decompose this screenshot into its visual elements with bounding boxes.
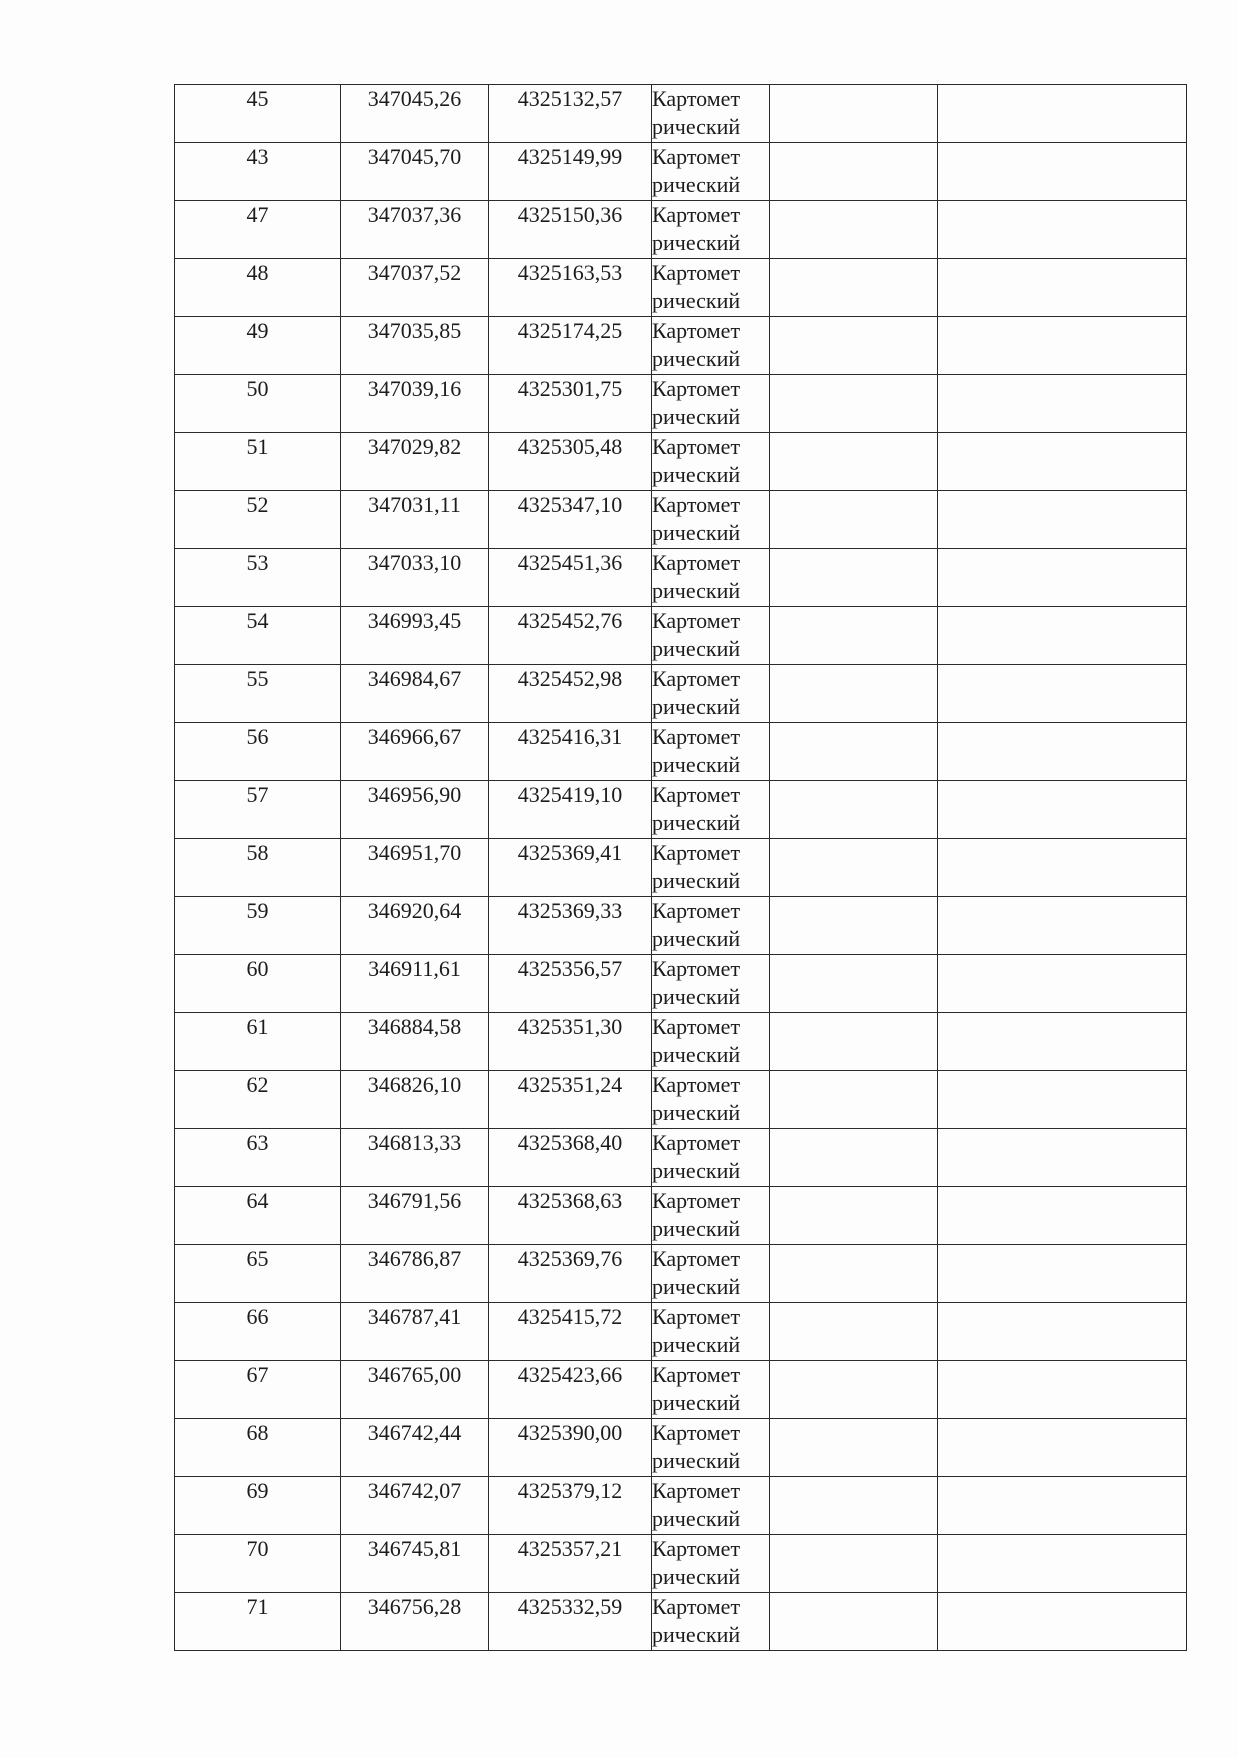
empty-cell [938,1187,1187,1245]
method-text-line-1: Картомет [652,1014,741,1039]
method-text-line-2: рический [652,462,741,487]
x-coordinate-cell: 347037,52 [341,259,489,317]
point-number-cell: 62 [175,1071,341,1129]
method-text-line-1: Картомет [652,1304,741,1329]
point-number-cell: 68 [175,1419,341,1477]
method-text-line-1: Картомет [652,608,741,633]
table-row [175,897,1187,955]
method-text-line-2: рический [652,1274,741,1299]
empty-cell [770,317,938,375]
x-coordinate-cell: 346966,67 [341,723,489,781]
empty-cell [938,955,1187,1013]
empty-cell [770,1419,938,1477]
method-text-line-2: рический [652,1332,741,1357]
empty-cell [938,1071,1187,1129]
method-text-line-2: рический [652,404,741,429]
point-number-cell: 45 [175,85,341,143]
y-coordinate-cell: 4325347,10 [489,491,652,549]
y-coordinate-cell: 4325351,30 [489,1013,652,1071]
method-text-line-2: рический [652,1216,741,1241]
y-coordinate-cell: 4325163,53 [489,259,652,317]
method-text-line-2: рический [652,1506,741,1531]
empty-cell [938,1535,1187,1593]
method-cell [652,897,770,955]
x-coordinate-cell: 346787,41 [341,1303,489,1361]
method-text-line-1: Картомет [652,434,741,459]
method-cell [652,955,770,1013]
empty-cell [770,723,938,781]
method-text-line-1: Картомет [652,1246,741,1271]
method-text-line-2: рический [652,288,741,313]
empty-cell [770,201,938,259]
x-coordinate-cell: 347033,10 [341,549,489,607]
method-text-line-2: рический [652,926,741,951]
y-coordinate-cell: 4325416,31 [489,723,652,781]
y-coordinate-cell: 4325452,98 [489,665,652,723]
empty-cell [770,1187,938,1245]
y-coordinate-cell: 4325368,63 [489,1187,652,1245]
y-coordinate-cell: 4325301,75 [489,375,652,433]
empty-cell [938,723,1187,781]
method-text-line-2: рический [652,636,741,661]
empty-cell [938,375,1187,433]
point-number-cell: 61 [175,1013,341,1071]
table-row [175,1129,1187,1187]
method-text-line-2: рический [652,1042,741,1067]
empty-cell [938,549,1187,607]
empty-cell [770,259,938,317]
method-cell [652,1129,770,1187]
empty-cell [938,1303,1187,1361]
method-text-line-1: Картомет [652,724,741,749]
empty-cell [770,1129,938,1187]
point-number-cell: 55 [175,665,341,723]
table-row [175,1477,1187,1535]
x-coordinate-cell: 346813,33 [341,1129,489,1187]
empty-cell [770,433,938,491]
point-number-cell: 43 [175,143,341,201]
empty-cell [770,1361,938,1419]
x-coordinate-cell: 346742,07 [341,1477,489,1535]
method-text-line-1: Картомет [652,840,741,865]
table-row [175,317,1187,375]
y-coordinate-cell: 4325419,10 [489,781,652,839]
method-cell [652,317,770,375]
point-number-cell: 51 [175,433,341,491]
method-text-line-1: Картомет [652,898,741,923]
x-coordinate-cell: 346791,56 [341,1187,489,1245]
empty-cell [770,607,938,665]
empty-cell [938,143,1187,201]
method-text-line-2: рический [652,1100,741,1125]
method-text-line-1: Картомет [652,1362,741,1387]
table-row [175,665,1187,723]
x-coordinate-cell: 347037,36 [341,201,489,259]
y-coordinate-cell: 4325390,00 [489,1419,652,1477]
empty-cell [770,1245,938,1303]
empty-cell [770,375,938,433]
method-cell [652,839,770,897]
x-coordinate-cell: 347045,26 [341,85,489,143]
point-number-cell: 70 [175,1535,341,1593]
empty-cell [770,1303,938,1361]
table-row [175,607,1187,665]
x-coordinate-cell: 346984,67 [341,665,489,723]
y-coordinate-cell: 4325451,36 [489,549,652,607]
method-cell [652,433,770,491]
method-text-line-2: рический [652,172,741,197]
table-row [175,1361,1187,1419]
table-row [175,85,1187,143]
method-cell [652,375,770,433]
point-number-cell: 65 [175,1245,341,1303]
method-cell [652,781,770,839]
method-cell [652,1013,770,1071]
method-cell [652,201,770,259]
x-coordinate-cell: 346884,58 [341,1013,489,1071]
method-text-line-1: Картомет [652,1072,741,1097]
method-cell [652,1303,770,1361]
empty-cell [770,897,938,955]
method-cell [652,723,770,781]
method-text-line-1: Картомет [652,1594,741,1619]
y-coordinate-cell: 4325368,40 [489,1129,652,1187]
empty-cell [938,1245,1187,1303]
table-row [175,1187,1187,1245]
table-row [175,433,1187,491]
empty-cell [938,1013,1187,1071]
point-number-cell: 49 [175,317,341,375]
table-row [175,723,1187,781]
method-cell [652,1187,770,1245]
point-number-cell: 71 [175,1593,341,1651]
table-row [175,839,1187,897]
empty-cell [770,1071,938,1129]
empty-cell [770,1477,938,1535]
x-coordinate-cell: 346742,44 [341,1419,489,1477]
y-coordinate-cell: 4325369,41 [489,839,652,897]
table-row [175,1245,1187,1303]
method-text-line-1: Картомет [652,260,741,285]
empty-cell [770,1593,938,1651]
point-number-cell: 66 [175,1303,341,1361]
table-row [175,375,1187,433]
method-text-line-2: рический [652,1564,741,1589]
empty-cell [938,1129,1187,1187]
table-row [175,1593,1187,1651]
method-text-line-1: Картомет [652,86,741,111]
x-coordinate-cell: 347039,16 [341,375,489,433]
empty-cell [938,781,1187,839]
table-row [175,781,1187,839]
x-coordinate-cell: 346745,81 [341,1535,489,1593]
method-cell [652,1593,770,1651]
x-coordinate-cell: 347029,82 [341,433,489,491]
table-row [175,259,1187,317]
empty-cell [938,1419,1187,1477]
method-text-line-2: рический [652,1158,741,1183]
point-number-cell: 53 [175,549,341,607]
empty-cell [938,665,1187,723]
x-coordinate-cell: 346993,45 [341,607,489,665]
y-coordinate-cell: 4325132,57 [489,85,652,143]
y-coordinate-cell: 4325150,36 [489,201,652,259]
method-text-line-2: рический [652,694,741,719]
empty-cell [770,143,938,201]
coordinates-table-body [175,85,1187,1651]
x-coordinate-cell: 347031,11 [341,491,489,549]
point-number-cell: 59 [175,897,341,955]
method-text-line-1: Картомет [652,782,741,807]
table-row [175,549,1187,607]
x-coordinate-cell: 347035,85 [341,317,489,375]
method-text-line-1: Картомет [652,202,741,227]
x-coordinate-cell: 346826,10 [341,1071,489,1129]
method-text-line-1: Картомет [652,1478,741,1503]
y-coordinate-cell: 4325356,57 [489,955,652,1013]
empty-cell [938,85,1187,143]
table-row [175,201,1187,259]
table-row [175,491,1187,549]
method-text-line-1: Картомет [652,550,741,575]
y-coordinate-cell: 4325357,21 [489,1535,652,1593]
y-coordinate-cell: 4325351,24 [489,1071,652,1129]
point-number-cell: 60 [175,955,341,1013]
y-coordinate-cell: 4325369,76 [489,1245,652,1303]
method-text-line-2: рический [652,1390,741,1415]
empty-cell [770,85,938,143]
empty-cell [938,491,1187,549]
empty-cell [938,1361,1187,1419]
x-coordinate-cell: 346756,28 [341,1593,489,1651]
coordinates-table [174,84,1187,1651]
table-row [175,1419,1187,1477]
empty-cell [770,549,938,607]
method-text-line-1: Картомет [652,492,741,517]
method-cell [652,143,770,201]
empty-cell [770,955,938,1013]
method-text-line-1: Картомет [652,376,741,401]
empty-cell [938,201,1187,259]
empty-cell [770,491,938,549]
y-coordinate-cell: 4325452,76 [489,607,652,665]
method-text-line-1: Картомет [652,1420,741,1445]
y-coordinate-cell: 4325423,66 [489,1361,652,1419]
point-number-cell: 48 [175,259,341,317]
x-coordinate-cell: 347045,70 [341,143,489,201]
point-number-cell: 47 [175,201,341,259]
empty-cell [770,781,938,839]
point-number-cell: 52 [175,491,341,549]
y-coordinate-cell: 4325174,25 [489,317,652,375]
x-coordinate-cell: 346951,70 [341,839,489,897]
method-text-line-2: рический [652,752,741,777]
method-text-line-2: рический [652,1448,741,1473]
x-coordinate-cell: 346786,87 [341,1245,489,1303]
table-row [175,1071,1187,1129]
method-cell [652,607,770,665]
method-text-line-2: рический [652,230,741,255]
empty-cell [938,607,1187,665]
method-text-line-2: рический [652,1622,741,1647]
method-text-line-2: рический [652,578,741,603]
empty-cell [938,1593,1187,1651]
method-text-line-1: Картомет [652,1536,741,1561]
point-number-cell: 58 [175,839,341,897]
method-text-line-2: рический [652,868,741,893]
empty-cell [938,1477,1187,1535]
empty-cell [770,839,938,897]
y-coordinate-cell: 4325369,33 [489,897,652,955]
table-row [175,1303,1187,1361]
method-text-line-2: рический [652,346,741,371]
method-cell [652,1361,770,1419]
empty-cell [770,1535,938,1593]
method-cell [652,1071,770,1129]
point-number-cell: 57 [175,781,341,839]
method-text-line-1: Картомет [652,318,741,343]
method-text-line-1: Картомет [652,1130,741,1155]
method-cell [652,549,770,607]
method-cell [652,1535,770,1593]
empty-cell [938,897,1187,955]
y-coordinate-cell: 4325379,12 [489,1477,652,1535]
point-number-cell: 63 [175,1129,341,1187]
empty-cell [938,259,1187,317]
method-cell [652,665,770,723]
empty-cell [938,317,1187,375]
y-coordinate-cell: 4325332,59 [489,1593,652,1651]
point-number-cell: 64 [175,1187,341,1245]
point-number-cell: 67 [175,1361,341,1419]
table-row [175,955,1187,1013]
method-cell [652,85,770,143]
method-text-line-2: рический [652,114,741,139]
method-text-line-1: Картомет [652,1188,741,1213]
x-coordinate-cell: 346765,00 [341,1361,489,1419]
table-row [175,1535,1187,1593]
method-text-line-2: рический [652,984,741,1009]
method-cell [652,1477,770,1535]
empty-cell [938,839,1187,897]
method-text-line-2: рический [652,810,741,835]
method-text-line-1: Картомет [652,956,741,981]
x-coordinate-cell: 346920,64 [341,897,489,955]
empty-cell [938,433,1187,491]
method-cell [652,1419,770,1477]
table-row [175,143,1187,201]
point-number-cell: 54 [175,607,341,665]
method-cell [652,491,770,549]
empty-cell [770,1013,938,1071]
x-coordinate-cell: 346956,90 [341,781,489,839]
point-number-cell: 69 [175,1477,341,1535]
y-coordinate-cell: 4325415,72 [489,1303,652,1361]
y-coordinate-cell: 4325305,48 [489,433,652,491]
method-text-line-2: рический [652,520,741,545]
method-text-line-1: Картомет [652,144,741,169]
x-coordinate-cell: 346911,61 [341,955,489,1013]
method-cell [652,1245,770,1303]
y-coordinate-cell: 4325149,99 [489,143,652,201]
point-number-cell: 56 [175,723,341,781]
method-text-line-1: Картомет [652,666,741,691]
empty-cell [770,665,938,723]
method-cell [652,259,770,317]
table-row [175,1013,1187,1071]
point-number-cell: 50 [175,375,341,433]
